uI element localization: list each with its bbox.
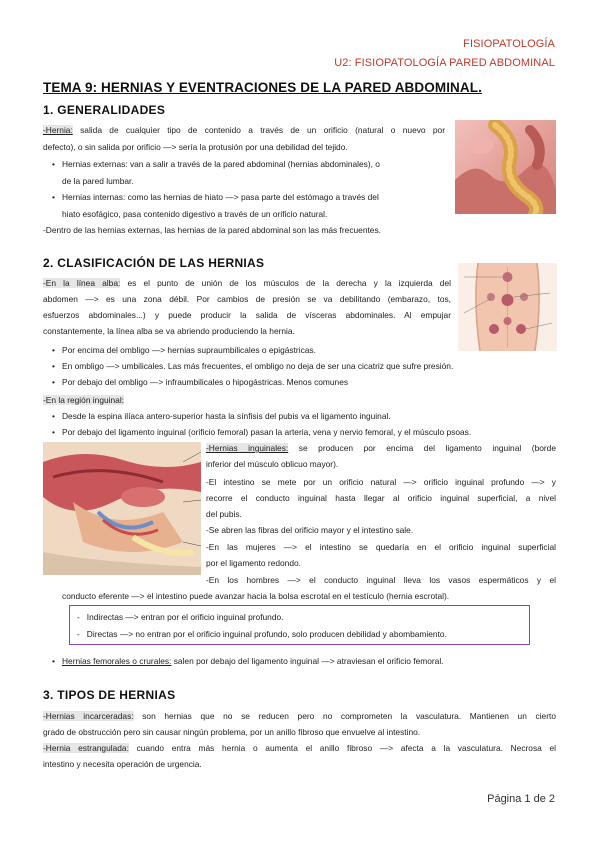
- list-item-orificio-femoral: [52, 424, 472, 441]
- abdomen-hernia-sites-diagram: [458, 263, 557, 351]
- list-item-hernias-femorales: [52, 653, 444, 670]
- dash-marker: -: [77, 629, 87, 639]
- umbilicales-text: En ombligo —> umbilicales. Las más frecuentes, el ombligo no deja de ser una cicatriz que sufre presión.: [62, 361, 454, 371]
- section-2-heading: 2. CLASIFICACIÓN DE LAS HERNIAS: [43, 256, 265, 270]
- inguinal-anatomy-image: [43, 442, 201, 575]
- linea-alba-term: -En la línea alba:: [43, 278, 121, 288]
- linea-alba-line4: constantemente, la línea alba se va abriendo produciendo la hernia.: [43, 326, 295, 336]
- list-item-umbilicales: [52, 358, 454, 375]
- hernia-definition-text: salida de cualquier tipo de contenido a través de un orificio (natural o nuevo por: [72, 125, 445, 135]
- bullet-dot: •: [52, 411, 55, 421]
- linea-alba-line2: abdomen —> es una zona débil. Por cambios de presión se va debilitando (embarazo, tos,: [43, 294, 451, 304]
- linea-alba-line3: esfuerzos abdominales...) y puede producir la salida de vísceras abdominales. Al empujar: [43, 310, 451, 320]
- list-item-hernias-externas: [52, 156, 445, 189]
- hernias-incarceradas-term: -Hernias incarceradas:: [43, 711, 134, 721]
- section-3-heading: 3. TIPOS DE HERNIAS: [43, 688, 176, 702]
- incarceradas-text: son hernias que no se reducen pero no comprometen la vasculatura. Mantienen un cierto: [133, 711, 556, 721]
- hernias-externas-line1: Hernias externas: van a salir a través de la pared abdominal (hernias abdominales), o: [62, 159, 380, 169]
- list-item-infraumbilicales: [52, 374, 349, 391]
- list-item-hernias-internas: [52, 189, 445, 222]
- estrangulada-text: cuando entra más hernia o aumenta el anillo fibroso —> afecta a la vasculatura. Necrosa el: [128, 743, 556, 753]
- hernias-internas-line2: hiato esofágico, pasa contenido digestivo a través de un orificio natural.: [62, 208, 328, 219]
- bullet-dot: •: [52, 192, 55, 202]
- mujeres-line1: -En las mujeres —> el intestino se quedaría en el orificio inguinal superficial: [206, 542, 556, 552]
- box-item-directas: [77, 626, 447, 642]
- estrangulada-line2: intestino y necesita operación de urgencia.: [43, 759, 202, 769]
- linea-alba-text-1: es el punto de unión de los músculos de la derecha y la izquierda del: [120, 278, 451, 288]
- incarceradas-line2: grado de obstrucción pero sin causar ningún problema, por un anillo fibroso que envuelve al intestino.: [43, 727, 421, 737]
- fibras-line: -Se abren las fibras del orificio mayor y el intestino sale.: [206, 525, 414, 535]
- ligamento-inguinal-text: Desde la espina ilíaca antero-superior hasta la sínfisis del pubis va el ligamento inguinal.: [62, 411, 391, 421]
- list-item-supraumbilicales: [52, 342, 316, 359]
- hernia-definition-line2: defecto), o sin salida por orificio —> sería la protusión por una debilidad del tejido.: [43, 142, 348, 152]
- box-item-indirectas: [77, 609, 283, 625]
- bullet-dot: •: [52, 377, 55, 387]
- bullet-dot: •: [52, 361, 55, 371]
- header-unit: U2: FISIOPATOLOGÍA PARED ABDOMINAL: [334, 57, 555, 69]
- hombres-line1: -En los hombres —> el conducto inguinal lleva los vasos espermáticos y el: [206, 575, 556, 585]
- hernias-internas-line1: Hernias internas: como las hernias de hiato —> pasa parte del estómago a través del: [62, 192, 379, 202]
- abdomen-illustration: [458, 263, 557, 351]
- section-1-heading: 1. GENERALIDADES: [43, 103, 166, 117]
- hernias-externas-line2: de la pared lumbar.: [62, 175, 134, 186]
- hernia-estrangulada-term: -Hernia estrangulada:: [43, 743, 129, 753]
- hombres-line2: conducto eferente —> el intestino puede avanzar hacia la bolsa escrotal en el testículo (hernia escrotal).: [62, 591, 450, 601]
- hernias-inguinales-text: se producen por encima del ligamento inguinal (borde: [288, 443, 556, 453]
- hernia-term: -Hernia:: [43, 125, 73, 135]
- inguinal-anatomy-illustration: [43, 442, 201, 575]
- hernias-femorales-term: Hernias femorales o crurales:: [62, 656, 172, 666]
- supraumbilicales-text: Por encima del ombligo —> hernias supraumbilicales o epigástricas.: [62, 345, 316, 355]
- bullet-dot: •: [52, 345, 55, 355]
- intestino-line3: del pubis.: [206, 509, 242, 519]
- list-item-ligamento-inguinal: [52, 408, 391, 425]
- mujeres-line2: por el ligamento redondo.: [206, 558, 301, 568]
- inguinales-line2: inferior del músculo oblicuo mayor).: [206, 459, 339, 469]
- intestino-line2: recorre el conducto inguinal hasta llegar al orificio inguinal superficial, a nivel: [206, 493, 556, 503]
- tipos-inguinales-box: [69, 605, 530, 645]
- header-subject: FISIOPATOLOGÍA: [463, 38, 555, 50]
- page-title: TEMA 9: HERNIAS Y EVENTRACIONES DE LA PARED ABDOMINAL.: [43, 80, 482, 95]
- intestino-line1: -El intestino se mete por un orificio natural —> orificio inguinal profundo —> y: [206, 477, 556, 487]
- region-inguinal-label: [43, 392, 124, 409]
- page-number: Página 1 de 2: [487, 793, 555, 805]
- bullet-dot: •: [52, 427, 55, 437]
- bullet-dot: •: [52, 159, 55, 169]
- dash-marker: -: [77, 612, 87, 622]
- hernia-intestine-image: [455, 120, 556, 214]
- orificio-femoral-text: Por debajo del ligamento inguinal (orificio femoral) pasan la arteria, vena y nervio femoral, y el músculo psoas.: [62, 427, 472, 437]
- infraumbilicales-text: Por debajo del ombligo —> infraumbilicales o hipogástricas. Menos comunes: [62, 377, 349, 387]
- region-inguinal-term: -En la región inguinal:: [43, 395, 125, 405]
- indirectas-text: Indirectas —> entran por el orificio inguinal profundo.: [86, 612, 284, 622]
- bullet-dot: •: [52, 656, 55, 666]
- directas-text: Directas —> no entran por el orificio inguinal profundo, solo producen debilidad y abombamiento.: [86, 629, 447, 639]
- externas-closing: -Dentro de las hernias externas, las hernias de la pared abdominal son las más frecuentes.: [43, 225, 381, 235]
- hernias-femorales-text: salen por debajo del ligamento inguinal —> atraviesan el orificio femoral.: [171, 656, 444, 666]
- hernias-inguinales-term: -Hernias inguinales:: [206, 443, 289, 453]
- intestine-illustration: [455, 120, 556, 214]
